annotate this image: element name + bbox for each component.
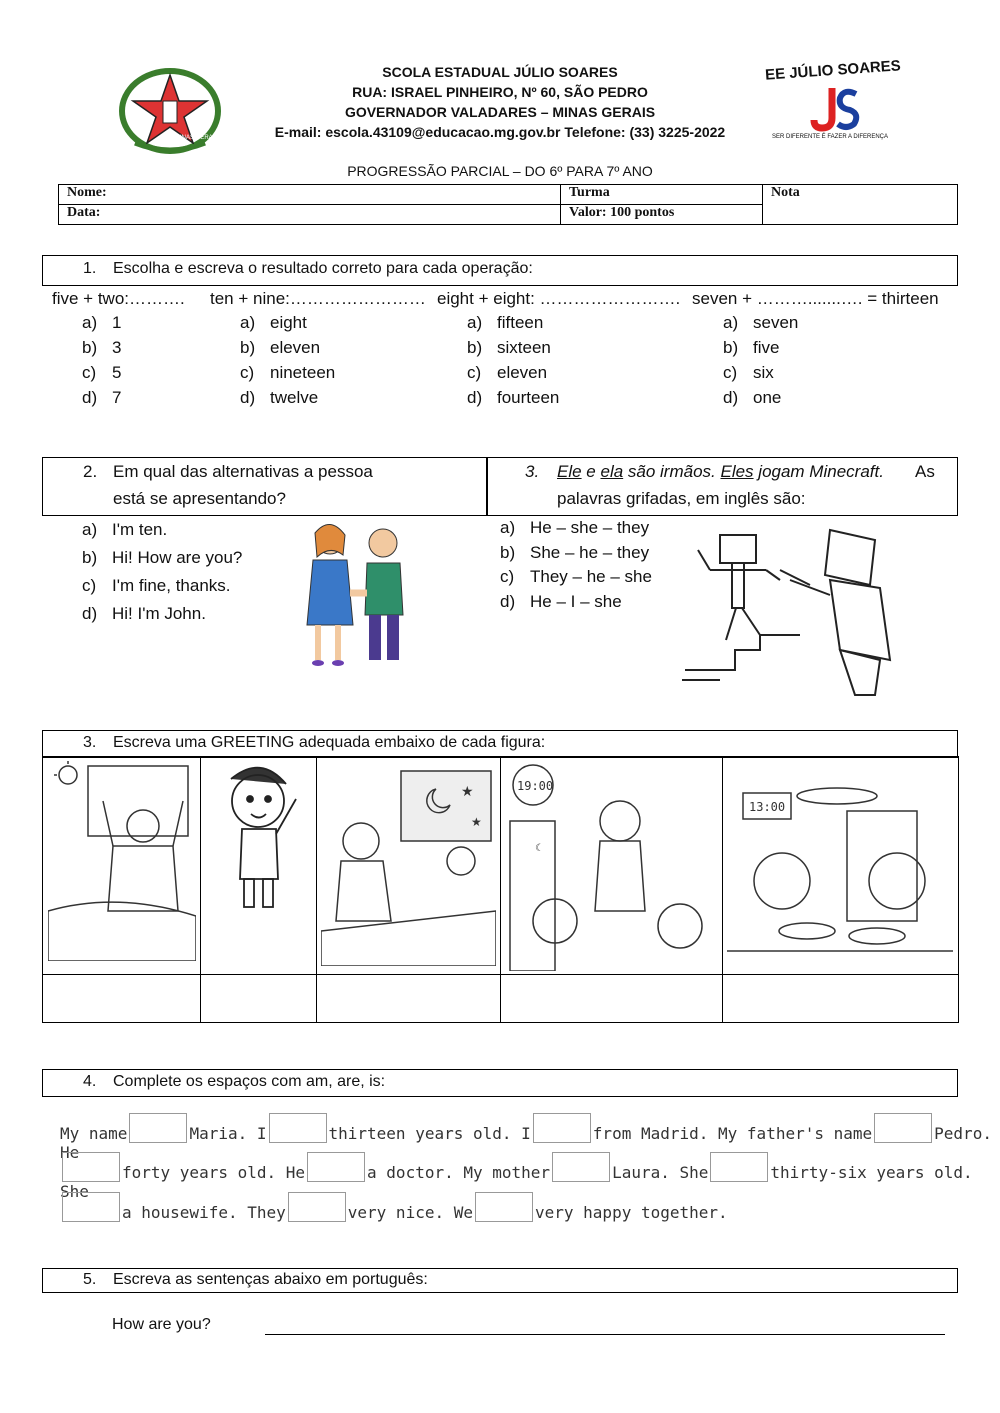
- school-address: RUA: ISRAEL PINHEIRO, Nº 60, SÃO PEDRO: [352, 84, 648, 100]
- blank-input[interactable]: [288, 1192, 346, 1222]
- q1-column-1: [52, 286, 185, 311]
- evening-family-picture: [505, 761, 719, 971]
- q5-title: Escreva as sentenças abaixo em português:: [113, 1271, 428, 1288]
- q2-options: [82, 516, 242, 628]
- q1-option[interactable]: c) eleven: [467, 363, 548, 382]
- q4-line-2: forty years old. He a doctor. My mother Laura. She thirty-six years old. She: [60, 1152, 1000, 1201]
- q1-number: 1.: [83, 260, 97, 277]
- q1-option[interactable]: d) 7: [82, 388, 122, 407]
- blank-input[interactable]: [475, 1192, 533, 1222]
- q3a-line2: palavras grifadas, em inglês são:: [557, 489, 806, 508]
- q5-title-box: [42, 1268, 958, 1293]
- q1-option[interactable]: b) five: [723, 338, 780, 357]
- morning-picture: [48, 761, 196, 961]
- blank-input[interactable]: [533, 1113, 591, 1143]
- q1-option[interactable]: d) fourteen: [467, 388, 560, 407]
- nota-field[interactable]: Nota: [763, 185, 958, 225]
- greeting-answer-cell-2[interactable]: [201, 975, 316, 1021]
- q3b-number: 3.: [83, 734, 97, 751]
- school-header: [200, 62, 800, 142]
- school-contact: E-mail: escola.43109@educacao.mg.gov.br Telefone: (33) 3225-2022: [274, 124, 726, 140]
- wall-clock-time-2: 13:00: [749, 800, 786, 814]
- greeting-answer-cell-3[interactable]: [317, 975, 500, 1021]
- q1-title: Escolha e escreva o resultado correto para cada operação:: [113, 260, 533, 277]
- lunch-picture: [727, 761, 953, 966]
- q2-option[interactable]: d) Hi! I'm John.: [82, 604, 206, 623]
- wall-clock-time: 19:00: [517, 779, 554, 793]
- valor-field: Valor: 100 pontos: [561, 205, 763, 225]
- q3a-option[interactable]: d) He – I – she: [500, 591, 622, 611]
- q2-line1: Em qual das alternativas a pessoa: [113, 462, 373, 481]
- greeting-answer-cell-5[interactable]: [723, 975, 957, 1021]
- q4-title-box: [42, 1069, 958, 1097]
- q3a-option[interactable]: a) He – she – they: [500, 518, 650, 537]
- q1-prompt: five + two:……….: [52, 289, 185, 308]
- greeting-picture-grid: [42, 756, 959, 1023]
- q4-number: 4.: [83, 1073, 97, 1090]
- q3a-line1: Ele e ela são irmãos. Eles jogam Minecraft.: [557, 462, 884, 481]
- blank-input[interactable]: [874, 1113, 932, 1143]
- q3a-option[interactable]: c) They – he – she: [500, 567, 652, 586]
- girl-hello-picture: [206, 759, 311, 919]
- q2-option[interactable]: b) Hi! How are you?: [82, 548, 243, 567]
- q1-option[interactable]: b) sixteen: [467, 338, 551, 357]
- greeting-answer-cell-1[interactable]: [43, 975, 200, 1021]
- q5-sentence: How are you?: [112, 1316, 211, 1333]
- q1-option[interactable]: a) 1: [82, 313, 122, 332]
- logo-left-text: MINAS GERAIS: [175, 135, 219, 141]
- q1-option[interactable]: a) fifteen: [467, 313, 544, 332]
- blank-input[interactable]: [710, 1152, 768, 1182]
- q5-answer-line[interactable]: [265, 1334, 945, 1335]
- svg-text:★: ★: [471, 815, 482, 829]
- svg-text:☾: ☾: [535, 843, 544, 854]
- q1-column-4: [692, 286, 939, 311]
- q1-option[interactable]: c) six: [723, 363, 774, 382]
- exam-subtitle: PROGRESSÃO PARCIAL – DO 6º PARA 7º ANO: [347, 163, 653, 179]
- q2-line2: está se apresentando?: [113, 489, 286, 508]
- q3b-title: Escreva uma GREETING adequada embaixo de cada figura:: [113, 734, 546, 751]
- q3a-options: [500, 516, 652, 614]
- student-info-table: [58, 184, 958, 225]
- q2-title-box: [42, 457, 488, 516]
- q2-option[interactable]: c) I'm fine, thanks.: [82, 576, 231, 595]
- q1-option[interactable]: a) eight: [240, 313, 307, 332]
- blank-input[interactable]: [62, 1192, 120, 1222]
- q1-prompt: ten + nine:……………………: [210, 289, 426, 308]
- js-monogram-icon: [810, 84, 870, 134]
- q5-number: 5.: [83, 1271, 97, 1288]
- q1-column-3: [437, 286, 680, 311]
- school-city: GOVERNADOR VALADARES – MINAS GERAIS: [344, 104, 656, 120]
- q1-option[interactable]: b) eleven: [240, 338, 321, 357]
- q1-title-box: [42, 255, 958, 286]
- blank-input[interactable]: [129, 1113, 187, 1143]
- q2-number: 2.: [83, 462, 98, 481]
- q1-options-2: [240, 310, 335, 410]
- q3a-as: As: [915, 462, 935, 481]
- q1-options-3: [467, 310, 559, 410]
- blank-input[interactable]: [269, 1113, 327, 1143]
- q4-line-3: a housewife. They very nice. We very happy together.: [60, 1192, 728, 1222]
- logo-right-text: EE JÚLIO SOARES: [764, 57, 902, 84]
- logo-right-tagline: SER DIFERENTE É FAZER A DIFERENÇA: [772, 134, 889, 140]
- blank-input[interactable]: [307, 1152, 365, 1182]
- q1-option[interactable]: d) one: [723, 388, 782, 407]
- q4-line-1: My name Maria. I thirteen years old. I from Madrid. My father's name Pedro. He: [60, 1113, 1000, 1162]
- blank-input[interactable]: [62, 1152, 120, 1182]
- q4-title: Complete os espaços com am, are, is:: [113, 1073, 386, 1090]
- data-field[interactable]: Data:: [59, 205, 561, 225]
- q1-prompt: seven + ……….......…. = thirteen: [692, 289, 939, 308]
- q1-prompt: eight + eight: …………………….: [437, 289, 681, 308]
- q1-options-1: [82, 310, 121, 410]
- q1-column-2: [210, 286, 426, 311]
- blank-input[interactable]: [552, 1152, 610, 1182]
- q3a-option[interactable]: b) She – he – they: [500, 542, 650, 562]
- nome-field[interactable]: Nome:: [59, 185, 561, 205]
- q1-option[interactable]: c) nineteen: [240, 363, 336, 382]
- q3b-title-box: [42, 730, 958, 758]
- minecraft-illustration: [680, 520, 920, 700]
- school-name: SCOLA ESTADUAL JÚLIO SOARES: [382, 64, 618, 80]
- night-picture: [321, 761, 496, 966]
- q3a-title-box: [486, 457, 958, 516]
- q1-option[interactable]: d) twelve: [240, 388, 319, 407]
- turma-field[interactable]: Turma: [561, 185, 763, 205]
- greeting-answer-cell-4[interactable]: [501, 975, 722, 1021]
- q2-option[interactable]: a) I'm ten.: [82, 520, 168, 539]
- svg-text:★: ★: [461, 783, 474, 799]
- handshake-illustration: [295, 515, 420, 670]
- q3a-number: 3.: [525, 462, 540, 481]
- q1-option[interactable]: c) 5: [82, 363, 122, 382]
- q1-option[interactable]: b) 3: [82, 338, 122, 357]
- school-logo-right: [760, 58, 920, 150]
- q1-option[interactable]: a) seven: [723, 313, 799, 332]
- q1-options-4: [723, 310, 798, 410]
